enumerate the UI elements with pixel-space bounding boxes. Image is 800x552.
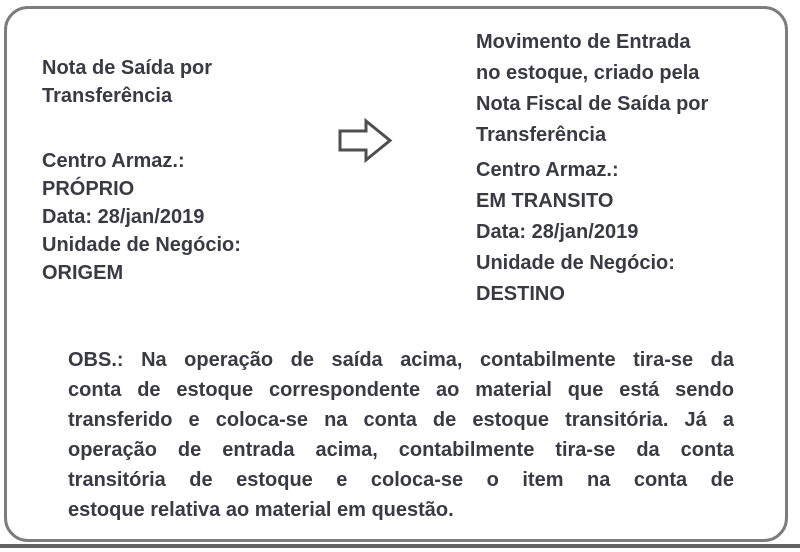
detail-line-centro-armaz-label: Centro Armaz.: (42, 150, 185, 172)
obs-line: operação de entrada acima, contabilmente tira-se da conta (68, 439, 734, 461)
title-line: Nota Fiscal de Saída por (476, 93, 709, 115)
obs-line: OBS.: Na operação de saída acima, contabilmente tira-se da (68, 349, 734, 371)
title-line: Nota de Saída por (42, 57, 213, 79)
entry-movement-details (476, 155, 776, 310)
detail-line-unidade-negocio-value: DESTINO (476, 283, 565, 305)
block-arrow-right-icon (337, 117, 394, 164)
detail-line-data: Data: 28/jan/2019 (476, 221, 639, 243)
title-line: Transferência (42, 85, 173, 107)
detail-line-unidade-negocio-label: Unidade de Negócio: (476, 252, 675, 274)
title-line: Transferência (476, 124, 607, 146)
detail-line-unidade-negocio-value: ORIGEM (42, 262, 124, 284)
detail-line-data: Data: 28/jan/2019 (42, 206, 205, 228)
obs-paragraph (68, 345, 734, 525)
detail-line-unidade-negocio-label: Unidade de Negócio: (42, 234, 241, 256)
entry-movement-title (476, 27, 776, 151)
obs-line: estoque relativa ao material em questão. (68, 499, 454, 521)
entry-movement-block (476, 27, 776, 310)
source-note-details (42, 147, 332, 287)
obs-line: transferido e coloca-se na conta de estoque transitória. Já a (68, 409, 734, 431)
title-line: no estoque, criado pela (476, 62, 700, 84)
detail-line-centro-armaz-value: PRÓPRIO (42, 178, 135, 200)
obs-line: conta de estoque correspondente ao material que está sendo (68, 379, 734, 401)
obs-line: transitória de estoque e coloca-se o item na conta de (68, 469, 734, 491)
detail-line-centro-armaz-value: EM TRANSITO (476, 190, 614, 212)
source-note-block (42, 54, 332, 287)
source-note-title (42, 54, 332, 110)
bottom-edge-rule (0, 544, 800, 548)
detail-line-centro-armaz-label: Centro Armaz.: (476, 159, 619, 181)
title-line: Movimento de Entrada (476, 31, 691, 53)
